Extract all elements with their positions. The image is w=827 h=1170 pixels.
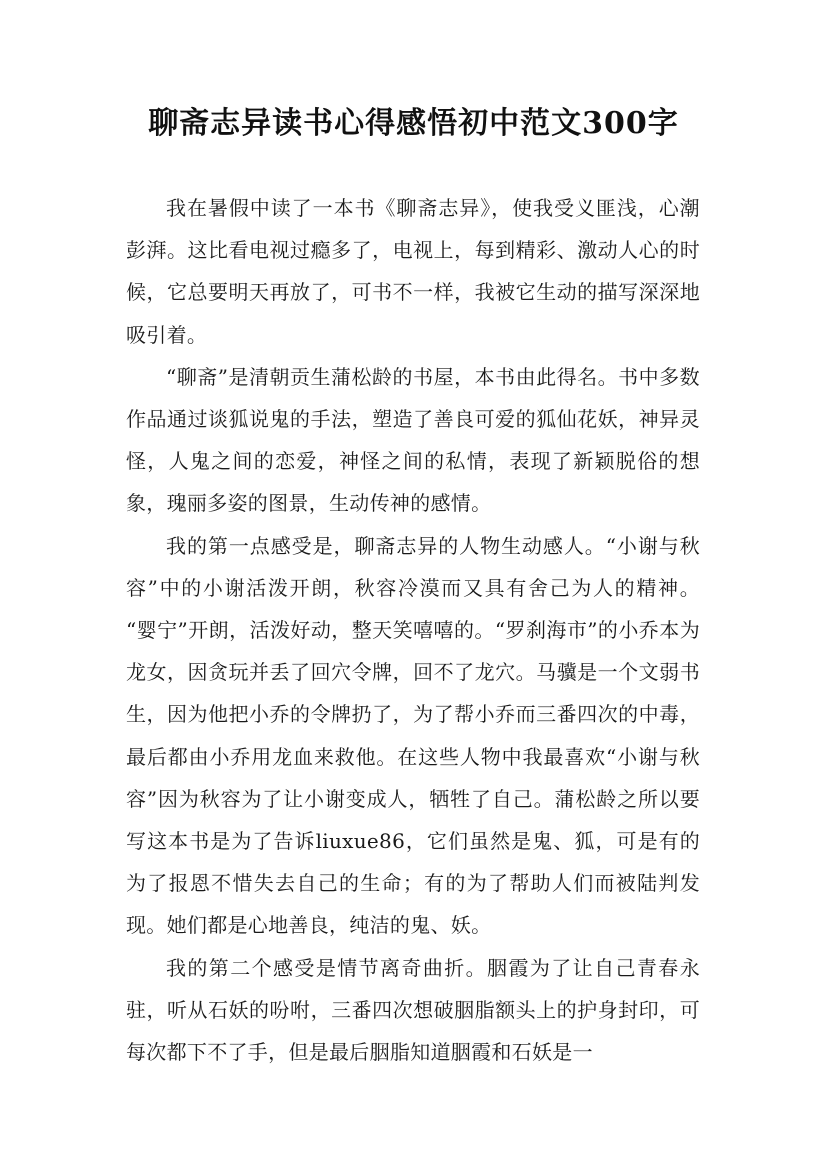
paragraph-summer-reading: 我在暑假中读了一本书《聊斋志异》，使我受义匪浅，心潮彭湃。这比看电视过瘾多了，电视上，每到精彩、激动人心的时候，它总要明天再放了，可书不一样，我被它生动的描写深深地吸引着。	[126, 196, 700, 347]
paragraph-second-feeling: 我的第二个感受是情节离奇曲折。胭霞为了让自己青春永驻，听从石妖的吩咐，三番四次想破胭脂额头上的护身封印，可每次都下不了手，但是最后胭脂知道胭霞和石妖是一	[126, 955, 700, 1065]
document-title: 聊斋志异读书心得感悟初中范文300字	[148, 106, 679, 141]
document-body	[126, 187, 700, 1073]
paragraph-liaozhai-origin: “聊斋”是清朝贡生蒲松龄的书屋，本书由此得名。书中多数作品通过谈狐说鬼的手法，塑造了善良可爱的狐仙花妖，神异灵怪，人鬼之间的恋爱，神怪之间的私情，表现了新颖脱俗的想象，瑰丽多姿的图景，生动传神的感情。	[126, 364, 700, 516]
paragraph-first-feeling: 我的第一点感受是，聊斋志异的人物生动感人。“小谢与秋容”中的小谢活泼开朗，秋容冷漠而又具有舍己为人的精神。 “婴宁”开朗，活泼好动，整天笑嘻嘻的。“罗刹海市”的小乔本为龙女，因贪玩并丢了回穴令牌，回不了龙穴。马骥是一个文弱书生，因为他把小乔的令牌扔了，为了帮小乔而三番四次的中毒，最后都由小乔用龙血来救他。在这些人物中我最喜欢“小谢与秋容”因为秋容为了让小谢变成人，牺牲了自己。蒲松龄之所以要写这本书是为了告诉liuxue86，它们虽然是鬼、狐，可是有的为了报恩不惜失去自己的生命；有的为了帮助人们而被陆判发现。她们都是心地善良，纯洁的鬼、妖。	[126, 533, 700, 938]
